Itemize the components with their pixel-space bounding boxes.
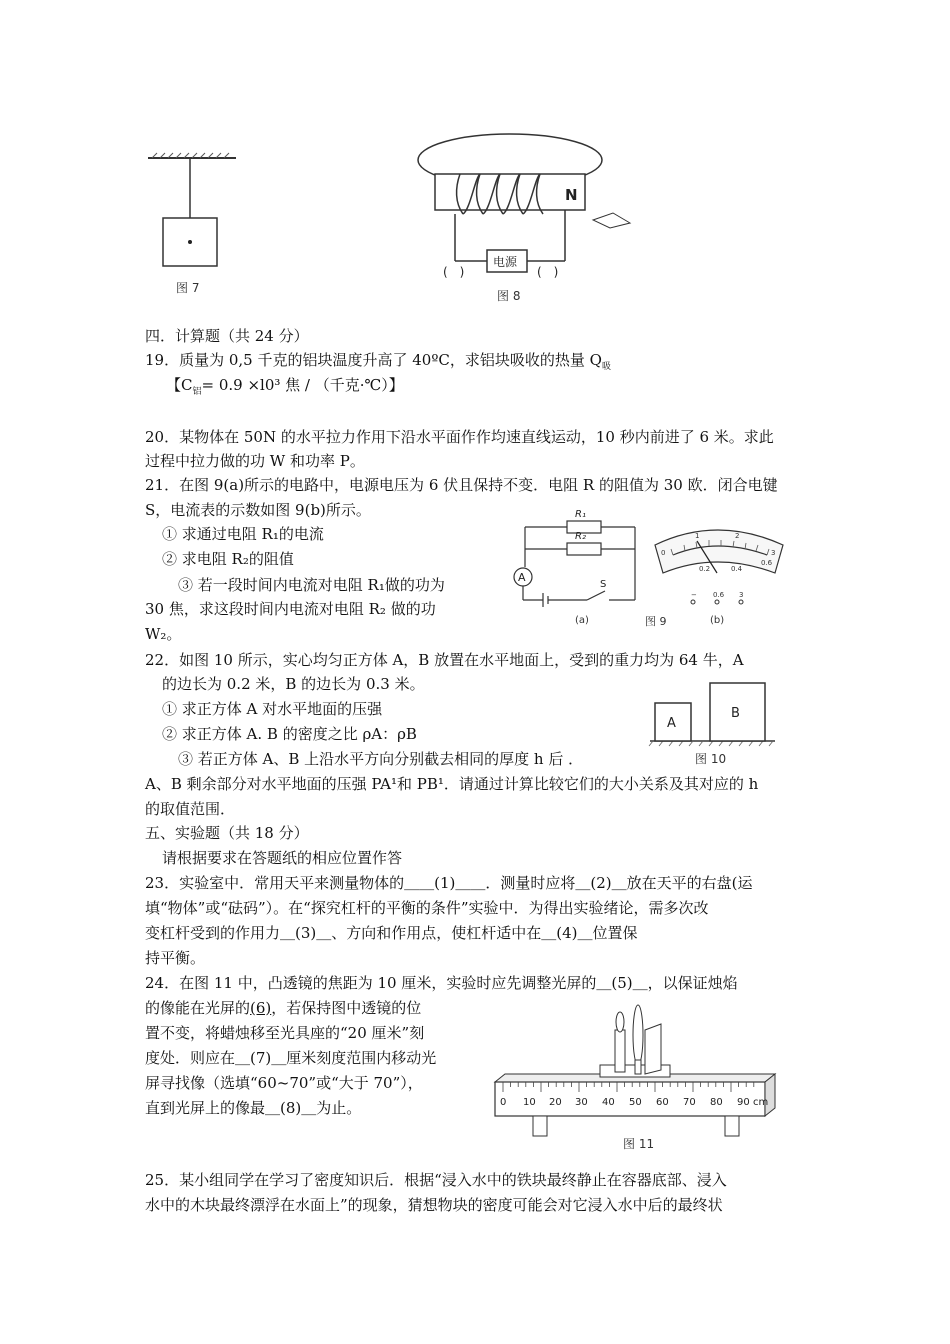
r2-label: R₂ bbox=[575, 531, 586, 542]
tick-90: 90 bbox=[737, 1097, 750, 1108]
scale-top-1: 1 bbox=[695, 532, 700, 540]
q25-line-2: 水中的木块最终漂浮在水面上”的现象，猜想物块的密度可能会对它浸入水中后的最终状 bbox=[145, 1196, 723, 1214]
r1-label: R₁ bbox=[575, 509, 586, 520]
fig8-pole-label: N bbox=[565, 186, 578, 204]
q19-line-2: 【$C_铝= 0.9 \times l0^3$ 焦 / （千克·℃）】 bbox=[166, 376, 404, 397]
section-4-heading: 四．计算题（共 24 分） bbox=[145, 327, 309, 345]
section-5-instruction: 请根据要求在答题纸的相应位置作答 bbox=[162, 849, 403, 867]
figure-11 bbox=[485, 1000, 795, 1155]
q22-item-3: ③ 若正方体 A、B 上沿水平方向分别截去相同的厚度 h 后 ． bbox=[178, 750, 584, 768]
q24-line-2: 的像能在光屏的(6)，若保持图中透镜的位 bbox=[145, 999, 422, 1017]
q23-line-1: 23．实验室中．常用天平来测量物体的＿＿(1)＿＿．测量时应将＿(2)＿放在天平的右盘(运 bbox=[145, 874, 753, 892]
tick-30: 30 bbox=[575, 1097, 588, 1108]
fig7-caption: 图 7 bbox=[176, 281, 200, 295]
q22-line-2: 的边长为 0.2 米，B 的边长为 0.3 米。 bbox=[162, 675, 425, 693]
blank-5: ＿(5)＿ bbox=[596, 974, 648, 992]
scale-bottom-2: 0.6 bbox=[761, 559, 773, 567]
fig8-bracket-right: ( ) bbox=[537, 265, 559, 279]
tick-10: 10 bbox=[523, 1097, 536, 1108]
q21-item-2: ② 求电阻 R₂的阻值 bbox=[162, 550, 294, 568]
scale-bottom-0: 0.2 bbox=[699, 565, 711, 573]
q22-line-1: 22．如图 10 所示，实心均匀正方体 A，B 放置在水平地面上，受到的重力均为 64 牛，A bbox=[145, 651, 744, 669]
blank-3: ＿(3)＿ bbox=[280, 924, 332, 942]
scale-bottom-1: 0.4 bbox=[731, 565, 743, 573]
q25-line-1: 25．某小组同学在学习了密度知识后．根据“浸入水中的铁块最终静止在容器底部、浸入 bbox=[145, 1171, 727, 1189]
terminal-1: 0.6 bbox=[713, 591, 725, 599]
compass-needle bbox=[593, 213, 630, 228]
fig11-caption: 图 11 bbox=[623, 1137, 655, 1151]
figure-9 bbox=[505, 505, 805, 630]
tick-60: 60 bbox=[656, 1097, 669, 1108]
scale-top-0: 0 bbox=[661, 549, 666, 557]
tick-50: 50 bbox=[629, 1097, 642, 1108]
q21-item-1: ① 求通过电阻 R₁的电流 bbox=[162, 525, 324, 543]
fig9-caption: 图 9 bbox=[645, 615, 667, 628]
ammeter-symbol: A bbox=[518, 571, 526, 584]
q24-line-4: 度处．则应在＿(7)＿厘米刻度范围内移动光 bbox=[145, 1049, 437, 1067]
blank-8: ＿(8)＿ bbox=[265, 1099, 317, 1117]
q21-item-3-line-3: W₂。 bbox=[145, 625, 182, 643]
tick-20: 20 bbox=[549, 1097, 562, 1108]
scale-unit: cm bbox=[753, 1097, 769, 1108]
q24-line-5: 屏寻找像（选填“60~70”或“大于 70”）， bbox=[145, 1074, 423, 1092]
blank-7: ＿(7)＿ bbox=[235, 1049, 287, 1067]
figure-8 bbox=[415, 128, 635, 310]
tick-40: 40 bbox=[602, 1097, 615, 1108]
fig8-caption: 图 8 bbox=[497, 289, 521, 303]
q24-line-6: 直到光屏上的像最＿(8)＿为止。 bbox=[145, 1099, 362, 1117]
q23-line-2: 填“物体”或“砝码”）。在“探究杠杆的平衡的条件”实验中．为得出实验绪论，需多次改 bbox=[145, 899, 709, 917]
figure-10 bbox=[645, 675, 785, 770]
q23-line-3: 变杠杆受到的作用力＿(3)＿、方向和作用点，使杠杆适中在＿(4)＿位置保 bbox=[145, 924, 638, 942]
terminal-0: − bbox=[691, 591, 697, 599]
tick-80: 80 bbox=[710, 1097, 723, 1108]
q21-line-2: S，电流表的示数如图 9(b)所示。 bbox=[145, 501, 371, 519]
q22-line-4: 的取值范围． bbox=[145, 800, 236, 818]
blank-4: ＿(4)＿ bbox=[541, 924, 593, 942]
q24-line-3: 置不变，将蜡烛移至光具座的“20 厘米”刻 bbox=[145, 1024, 425, 1042]
fig9b-label: (b) bbox=[710, 615, 725, 626]
blank-1: ＿＿(1)＿＿ bbox=[404, 874, 486, 892]
power-source-label: 电源 bbox=[493, 255, 518, 269]
q21-item-3-line-1: ③ 若一段时间内电流对电阻 R₁做的功为 bbox=[178, 576, 445, 594]
scale-top-2: 2 bbox=[735, 532, 740, 540]
q22-line-3: A、B 剩余部分对水平地面的压强 PA¹和 PB¹．请通过计算比较它们的大小关系及其对应的 h bbox=[145, 775, 759, 793]
fig10-caption: 图 10 bbox=[695, 752, 727, 766]
q20-line-1: 20．某物体在 50N 的水平拉力作用下沿水平面作作均速直线运动，10 秒内前进了 6 米。求此 bbox=[145, 428, 774, 446]
q19-line-1: 19．质量为 0,5 千克的铝块温度升高了 40ºC，求铝块吸收的热量 $Q_吸$ bbox=[145, 351, 611, 372]
tick-70: 70 bbox=[683, 1097, 696, 1108]
block-a-label: A bbox=[667, 716, 676, 731]
q21-line-1: 21．在图 9(a)所示的电路中，电源电压为 6 伏且保持不变．电阻 R 的阻值为 30 欧．闭合电键 bbox=[145, 476, 778, 494]
fig8-bracket-left: ( ) bbox=[443, 265, 465, 279]
section-5-heading: 五、实验题（共 18 分） bbox=[145, 824, 309, 842]
tick-0: 0 bbox=[500, 1097, 507, 1108]
figure-7 bbox=[140, 150, 240, 300]
blank-6: (6) bbox=[250, 999, 272, 1017]
q22-item-2: ② 求正方体 A. B 的密度之比 ρA：ρB bbox=[162, 725, 417, 743]
terminal-2: 3 bbox=[739, 591, 744, 599]
q23-line-4: 持平衡。 bbox=[145, 949, 206, 967]
switch-label: S bbox=[600, 579, 607, 590]
q22-item-1: ① 求正方体 A 对水平地面的压强 bbox=[162, 700, 383, 718]
block-b-label: B bbox=[731, 706, 740, 721]
q21-item-3-line-2: 30 焦，求这段时间内电流对电阻 R₂ 做的功 bbox=[145, 600, 436, 618]
fig9a-label: (a) bbox=[575, 615, 589, 626]
q20-line-2: 过程中拉力做的功 W 和功率 P。 bbox=[145, 452, 365, 470]
blank-2: ＿(2)＿ bbox=[575, 874, 627, 892]
q24-line-1: 24．在图 11 中，凸透镜的焦距为 10 厘米，实验时应先调整光屏的＿(5)＿，以保证烛焰 bbox=[145, 974, 738, 992]
scale-top-3: 3 bbox=[771, 549, 776, 557]
